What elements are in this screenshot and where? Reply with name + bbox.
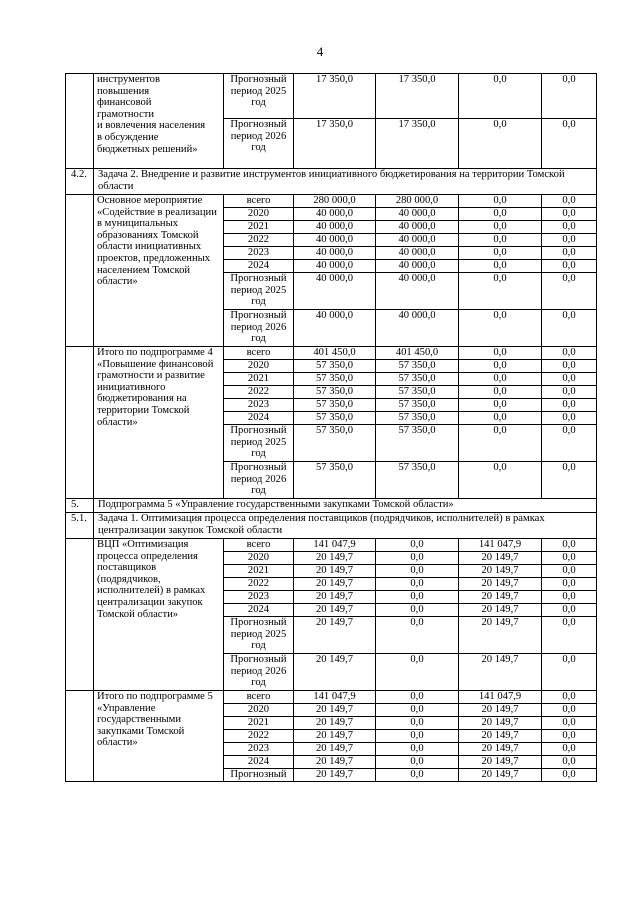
regional-value: 0,0 xyxy=(376,552,459,565)
period-cell: 2023 xyxy=(224,591,294,604)
row-number-cell xyxy=(66,347,94,499)
federal-value: 20 149,7 xyxy=(459,717,542,730)
row-description: ВЦП «Оптимизация процесса определения поставщиков (подрядчиков, исполнителей) в рамках централизации закупок Томской области» xyxy=(94,539,224,691)
other-value: 0,0 xyxy=(542,691,597,704)
federal-value: 141 047,9 xyxy=(459,691,542,704)
federal-value: 20 149,7 xyxy=(459,704,542,717)
federal-value: 20 149,7 xyxy=(459,604,542,617)
description-line: инструментов xyxy=(97,74,160,85)
section-number: 5.1. xyxy=(66,513,94,539)
regional-value: 57 350,0 xyxy=(376,399,459,412)
federal-value: 0,0 xyxy=(459,273,542,310)
regional-value: 17 350,0 xyxy=(376,74,459,119)
federal-value: 0,0 xyxy=(459,347,542,360)
period-cell: Прогнозный xyxy=(224,769,294,782)
federal-value: 0,0 xyxy=(459,234,542,247)
period-cell: 2022 xyxy=(224,730,294,743)
section-title: Задача 1. Оптимизация процесса определения поставщиков (подрядчиков, исполнителей) в рамках централизации закупок Томской области xyxy=(94,513,597,539)
regional-value: 0,0 xyxy=(376,691,459,704)
other-value: 0,0 xyxy=(542,730,597,743)
description-line: повышения xyxy=(97,85,150,97)
total-value: 20 149,7 xyxy=(294,578,376,591)
total-value: 40 000,0 xyxy=(294,310,376,347)
table-row xyxy=(66,74,597,119)
regional-value: 0,0 xyxy=(376,539,459,552)
total-value: 40 000,0 xyxy=(294,234,376,247)
period-cell: Прогнозный период 2026 год xyxy=(224,654,294,691)
federal-value: 0,0 xyxy=(459,360,542,373)
federal-value: 0,0 xyxy=(459,74,542,119)
regional-value: 57 350,0 xyxy=(376,425,459,462)
other-value: 0,0 xyxy=(542,425,597,462)
other-value: 0,0 xyxy=(542,273,597,310)
federal-value: 0,0 xyxy=(459,399,542,412)
federal-value: 0,0 xyxy=(459,119,542,169)
total-value: 20 149,7 xyxy=(294,552,376,565)
other-value: 0,0 xyxy=(542,208,597,221)
period-cell: 2020 xyxy=(224,208,294,221)
period-cell: 2023 xyxy=(224,399,294,412)
federal-value: 20 149,7 xyxy=(459,730,542,743)
other-value: 0,0 xyxy=(542,221,597,234)
regional-value: 57 350,0 xyxy=(376,386,459,399)
federal-value: 141 047,9 xyxy=(459,539,542,552)
total-value: 20 149,7 xyxy=(294,730,376,743)
total-value: 20 149,7 xyxy=(294,565,376,578)
total-value: 401 450,0 xyxy=(294,347,376,360)
other-value: 0,0 xyxy=(542,539,597,552)
regional-value: 40 000,0 xyxy=(376,247,459,260)
regional-value: 0,0 xyxy=(376,591,459,604)
regional-value: 40 000,0 xyxy=(376,260,459,273)
regional-value: 0,0 xyxy=(376,617,459,654)
total-value: 17 350,0 xyxy=(294,74,376,119)
regional-value: 40 000,0 xyxy=(376,273,459,310)
description-line: финансовой xyxy=(97,97,152,109)
section-number: 4.2. xyxy=(66,169,94,195)
regional-value: 0,0 xyxy=(376,756,459,769)
period-cell: 2023 xyxy=(224,743,294,756)
period-cell: 2021 xyxy=(224,373,294,386)
other-value: 0,0 xyxy=(542,552,597,565)
federal-value: 20 149,7 xyxy=(459,654,542,691)
period-cell: 2020 xyxy=(224,704,294,717)
federal-value: 0,0 xyxy=(459,425,542,462)
other-value: 0,0 xyxy=(542,756,597,769)
description-line: грамотности xyxy=(97,108,155,120)
total-value: 20 149,7 xyxy=(294,704,376,717)
regional-value: 0,0 xyxy=(376,730,459,743)
other-value: 0,0 xyxy=(542,704,597,717)
row-number-cell xyxy=(66,691,94,782)
other-value: 0,0 xyxy=(542,260,597,273)
total-value: 57 350,0 xyxy=(294,386,376,399)
total-value: 141 047,9 xyxy=(294,539,376,552)
regional-value: 57 350,0 xyxy=(376,462,459,499)
budget-table xyxy=(65,73,597,782)
other-value: 0,0 xyxy=(542,74,597,119)
federal-value: 0,0 xyxy=(459,386,542,399)
other-value: 0,0 xyxy=(542,591,597,604)
regional-value: 40 000,0 xyxy=(376,234,459,247)
regional-value: 57 350,0 xyxy=(376,360,459,373)
other-value: 0,0 xyxy=(542,769,597,782)
total-value: 20 149,7 xyxy=(294,617,376,654)
total-value: 20 149,7 xyxy=(294,743,376,756)
regional-value: 57 350,0 xyxy=(376,412,459,425)
other-value: 0,0 xyxy=(542,195,597,208)
other-value: 0,0 xyxy=(542,578,597,591)
section-row xyxy=(66,513,597,539)
period-cell: всего xyxy=(224,539,294,552)
period-cell: Прогнозный период 2026 год xyxy=(224,119,294,169)
other-value: 0,0 xyxy=(542,234,597,247)
federal-value: 0,0 xyxy=(459,260,542,273)
other-value: 0,0 xyxy=(542,360,597,373)
total-value: 20 149,7 xyxy=(294,717,376,730)
other-value: 0,0 xyxy=(542,462,597,499)
total-value: 57 350,0 xyxy=(294,412,376,425)
row-description xyxy=(94,74,224,169)
row-description: Итого по подпрограмме 4 «Повышение финансовой грамотности и развитие инициативного бюджетирования на территории Томской области» xyxy=(94,347,224,499)
section-number: 5. xyxy=(66,499,94,513)
row-description: Основное мероприятие «Содействие в реализации в муниципальных образованиях Томской области инициативных проектов, предложенных населением Томской области» xyxy=(94,195,224,347)
total-value: 57 350,0 xyxy=(294,360,376,373)
total-value: 40 000,0 xyxy=(294,260,376,273)
other-value: 0,0 xyxy=(542,347,597,360)
other-value: 0,0 xyxy=(542,119,597,169)
total-value: 280 000,0 xyxy=(294,195,376,208)
section-row xyxy=(66,169,597,195)
regional-value: 0,0 xyxy=(376,654,459,691)
total-value: 20 149,7 xyxy=(294,769,376,782)
regional-value: 0,0 xyxy=(376,565,459,578)
federal-value: 0,0 xyxy=(459,412,542,425)
period-cell: Прогнозный период 2026 год xyxy=(224,310,294,347)
federal-value: 0,0 xyxy=(459,208,542,221)
total-value: 20 149,7 xyxy=(294,591,376,604)
regional-value: 40 000,0 xyxy=(376,221,459,234)
section-title: Подпрограмма 5 «Управление государственными закупками Томской области» xyxy=(94,499,597,513)
section-title: Задача 2. Внедрение и развитие инструментов инициативного бюджетирования на территории Томской области xyxy=(94,169,597,195)
period-cell: 2022 xyxy=(224,578,294,591)
regional-value: 0,0 xyxy=(376,743,459,756)
regional-value: 40 000,0 xyxy=(376,208,459,221)
description-line: и вовлечения населения xyxy=(97,120,206,132)
period-cell: 2024 xyxy=(224,260,294,273)
federal-value: 0,0 xyxy=(459,462,542,499)
total-value: 57 350,0 xyxy=(294,373,376,386)
period-cell: 2021 xyxy=(224,717,294,730)
federal-value: 0,0 xyxy=(459,221,542,234)
period-cell: 2020 xyxy=(224,552,294,565)
period-cell: 2024 xyxy=(224,412,294,425)
total-value: 40 000,0 xyxy=(294,208,376,221)
federal-value: 0,0 xyxy=(459,373,542,386)
table-row xyxy=(66,195,597,208)
federal-value: 20 149,7 xyxy=(459,578,542,591)
federal-value: 20 149,7 xyxy=(459,565,542,578)
period-cell: 2024 xyxy=(224,756,294,769)
table-row xyxy=(66,347,597,360)
other-value: 0,0 xyxy=(542,412,597,425)
period-cell: 2024 xyxy=(224,604,294,617)
table-row xyxy=(66,691,597,704)
federal-value: 20 149,7 xyxy=(459,552,542,565)
page-number: 4 xyxy=(316,44,324,59)
other-value: 0,0 xyxy=(542,247,597,260)
total-value: 40 000,0 xyxy=(294,247,376,260)
federal-value: 0,0 xyxy=(459,195,542,208)
regional-value: 17 350,0 xyxy=(376,119,459,169)
period-cell: 2022 xyxy=(224,234,294,247)
total-value: 57 350,0 xyxy=(294,399,376,412)
other-value: 0,0 xyxy=(542,399,597,412)
total-value: 57 350,0 xyxy=(294,462,376,499)
regional-value: 0,0 xyxy=(376,604,459,617)
row-number-cell xyxy=(66,539,94,691)
federal-value: 20 149,7 xyxy=(459,769,542,782)
regional-value: 0,0 xyxy=(376,769,459,782)
regional-value: 280 000,0 xyxy=(376,195,459,208)
total-value: 20 149,7 xyxy=(294,756,376,769)
period-cell: 2023 xyxy=(224,247,294,260)
regional-value: 40 000,0 xyxy=(376,310,459,347)
section-row xyxy=(66,499,597,513)
other-value: 0,0 xyxy=(542,565,597,578)
row-number-cell xyxy=(66,74,94,169)
period-cell: Прогнозный период 2025 год xyxy=(224,425,294,462)
total-value: 57 350,0 xyxy=(294,425,376,462)
row-number-cell xyxy=(66,195,94,347)
other-value: 0,0 xyxy=(542,310,597,347)
description-line: в обсуждение xyxy=(97,131,159,143)
period-cell: Прогнозный период 2025 год xyxy=(224,74,294,119)
period-cell: всего xyxy=(224,691,294,704)
period-cell: 2022 xyxy=(224,386,294,399)
period-cell: Прогнозный период 2026 год xyxy=(224,462,294,499)
federal-value: 20 149,7 xyxy=(459,756,542,769)
period-cell: 2021 xyxy=(224,221,294,234)
period-cell: Прогнозный период 2025 год xyxy=(224,617,294,654)
total-value: 40 000,0 xyxy=(294,221,376,234)
other-value: 0,0 xyxy=(542,617,597,654)
period-cell: Прогнозный период 2025 год xyxy=(224,273,294,310)
total-value: 141 047,9 xyxy=(294,691,376,704)
regional-value: 0,0 xyxy=(376,717,459,730)
description-line: бюджетных решений» xyxy=(97,143,198,155)
other-value: 0,0 xyxy=(542,373,597,386)
other-value: 0,0 xyxy=(542,386,597,399)
other-value: 0,0 xyxy=(542,743,597,756)
regional-value: 0,0 xyxy=(376,578,459,591)
federal-value: 0,0 xyxy=(459,247,542,260)
regional-value: 57 350,0 xyxy=(376,373,459,386)
period-cell: 2020 xyxy=(224,360,294,373)
table-row xyxy=(66,539,597,552)
other-value: 0,0 xyxy=(542,717,597,730)
regional-value: 401 450,0 xyxy=(376,347,459,360)
period-cell: всего xyxy=(224,195,294,208)
federal-value: 20 149,7 xyxy=(459,743,542,756)
other-value: 0,0 xyxy=(542,604,597,617)
federal-value: 20 149,7 xyxy=(459,617,542,654)
regional-value: 0,0 xyxy=(376,704,459,717)
federal-value: 0,0 xyxy=(459,310,542,347)
other-value: 0,0 xyxy=(542,654,597,691)
period-cell: 2021 xyxy=(224,565,294,578)
total-value: 20 149,7 xyxy=(294,604,376,617)
row-description: Итого по подпрограмме 5 «Управление государственными закупками Томской области» xyxy=(94,691,224,782)
period-cell: всего xyxy=(224,347,294,360)
federal-value: 20 149,7 xyxy=(459,591,542,604)
total-value: 20 149,7 xyxy=(294,654,376,691)
total-value: 40 000,0 xyxy=(294,273,376,310)
total-value: 17 350,0 xyxy=(294,119,376,169)
